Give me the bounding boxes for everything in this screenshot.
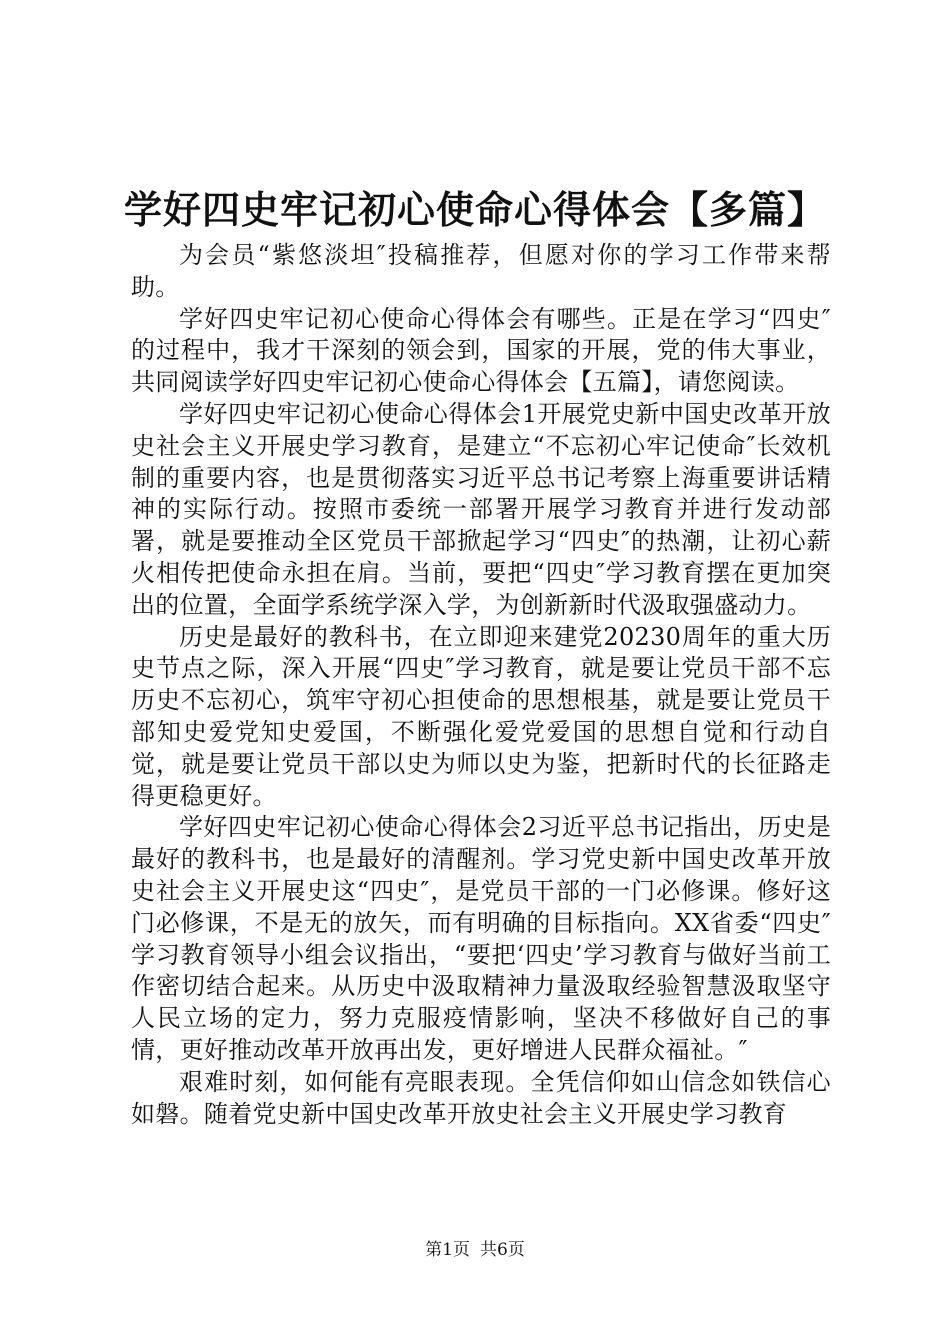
page-total: 共6页 [480, 1240, 525, 1260]
paragraph-6: 艰难时刻，如何能有亮眼表现。全凭信仰如山信念如铁信心如磐。随着党史新中国史改革开放史社会主义开展史学习教育 [131, 1067, 831, 1128]
paragraph-5: 学好四史牢记初心使命心得体会2习近平总书记指出，历史是最好的教科书，也是最好的清醒剂。学习党史新中国史改革开放史社会主义开展史这“四史″，是党员干部的一门必修课。修好这门必修课，不是无的放矢，而有明确的目标指向。XX省委“四史″学习教育领导小组会议指出，“要把‘四史’学习教育与做好当前工作密切结合起来。从历史中汲取精神力量汲取经验智慧汲取坚守人民立场的定力，努力克服疫情影响，坚决不移做好自己的事情，更好推动改革开放再出发，更好增进人民群众福祉。″ [131, 813, 831, 1064]
document-title: 学好四史牢记初心使命心得体会【多篇】 [123, 188, 826, 232]
paragraph-3: 学好四史牢记初心使命心得体会1开展党史新中国史改革开放史社会主义开展史学习教育，是建立“不忘初心牢记使命″长效机制的重要内容，也是贯彻落实习近平总书记考察上海重要讲话精神的实际行动。按照市委统一部署开展学习教育并进行发动部署，就是要推动全区党员干部掀起学习“四史″的热潮，让初心薪火相传把使命永担在肩。当前，要把“四史″学习教育摆在更加突出的位置，全面学系统学深入学，为创新新时代汲取强盛动力。 [131, 399, 831, 619]
page-number: 第1页 [425, 1240, 470, 1260]
paragraph-1: 为会员“紫悠淡坦″投稿推荐，但愿对你的学习工作带来帮助。 [131, 241, 831, 301]
paragraph-4: 历史是最好的教科书，在立即迎来建党20230周年的重大历史节点之际，深入开展“四史″学习教育，就是要让党员干部不忘历史不忘初心，筑牢守初心担使命的思想根基，就是要让党员干部知史爱党知史爱国，不断强化爱党爱国的思想自觉和行动自觉，就是要让党员干部以史为师以史为鉴，把新时代的长征路走得更稳更好。 [131, 622, 831, 810]
document-body [131, 240, 831, 1130]
paragraph-2: 学好四史牢记初心使命心得体会有哪些。正是在学习“四史″的过程中，我才干深刻的领会到，国家的开展，党的伟大事业，共同阅读学好四史牢记初心使命心得体会【五篇】，请您阅读。 [131, 304, 831, 397]
page-footer [0, 1238, 950, 1262]
